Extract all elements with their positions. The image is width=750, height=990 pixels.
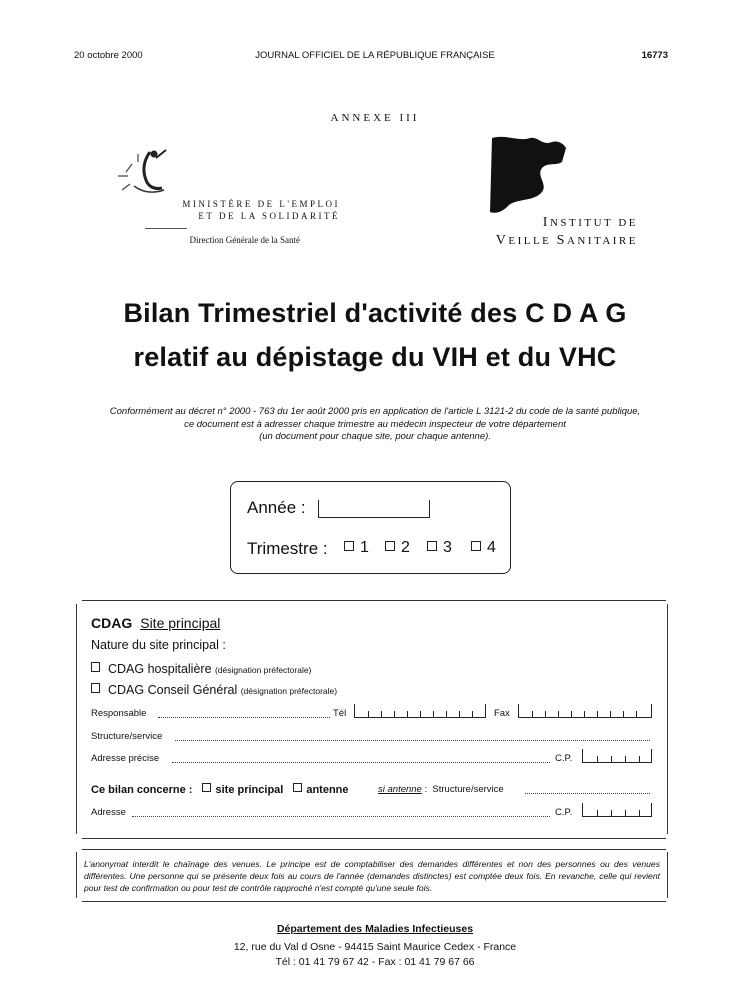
ministry-direction: Direction Générale de la Santé: [189, 235, 300, 245]
tel-field[interactable]: [354, 704, 486, 718]
conseil-general-label: CDAG Conseil Général: [108, 683, 238, 697]
quarter-3-label: 3: [443, 539, 452, 556]
ministry-line2: ET DE LA SOLIDARITÉ: [198, 211, 340, 221]
header-journal-title: JOURNAL OFFICIEL DE LA RÉPUBLIQUE FRANÇAISE: [255, 50, 495, 61]
site-principal-label: Site principal: [140, 615, 221, 631]
adresse-label: Adresse: [91, 807, 126, 818]
quarter-1-option[interactable]: [344, 539, 369, 557]
ministry-logo-icon: [112, 142, 192, 202]
institute-line2-rest: ANITAIRE: [566, 235, 638, 247]
intro-line3: (un document pour chaque site, pour chaque antenne).: [259, 431, 491, 442]
footer-contact: Tél : 01 41 79 67 42 - Fax : 01 41 79 67 66: [275, 956, 475, 968]
header-date: 20 octobre 2000: [74, 50, 143, 61]
option-hospitaliere[interactable]: [91, 662, 311, 676]
cdag-heading: [91, 615, 220, 631]
structure-field[interactable]: [175, 740, 650, 741]
fax-field[interactable]: [518, 704, 652, 718]
cp2-label: C.P.: [555, 807, 573, 818]
trimestre-label: Trimestre :: [247, 539, 328, 558]
cp-field[interactable]: [582, 749, 652, 763]
institute-line2-mid: EILLE: [508, 235, 557, 247]
si-antenne-label: si antenne: [378, 784, 422, 795]
antenne-option: antenne: [306, 784, 349, 796]
antenne-checkbox[interactable]: [293, 783, 302, 792]
cdag-label: CDAG: [91, 615, 133, 631]
cdag-section-left-rule: [76, 604, 77, 834]
responsable-field[interactable]: [158, 717, 330, 718]
anonymat-note: L'anonymat interdit le chaînage des venues. Le principe est de comptabiliser des demandes différentes et non des personnes ou des venues différentes. Une personne qui se présente deux fois au cours de l'année (demandes distinctes) est comptée deux fois. En revanche, celle qui revient pour test de confirmation ou pour test de contrôle rapproché n'est compté qu'une seule fois.: [84, 859, 660, 893]
bilan-concerne-label: Ce bilan concerne :: [91, 784, 193, 796]
quarter-1-label: 1: [360, 539, 369, 556]
footer-address: 12, rue du Val d Osne - 94415 Saint Maurice Cedex - France: [233, 941, 517, 953]
annexe-label: ANNEXE III: [330, 112, 420, 124]
quarter-4-label: 4: [487, 539, 496, 556]
si-antenne-row: [378, 784, 504, 795]
period-box: [230, 481, 511, 574]
annee-label: Année :: [247, 498, 306, 517]
cdag-section-top-rule: [82, 600, 666, 601]
page-title-line2: relatif au dépistage du VIH et du VHC: [133, 342, 617, 372]
hospitaliere-note: (désignation préfectorale): [215, 665, 312, 675]
structure2-label: Structure/service: [432, 784, 504, 795]
responsable-label: Responsable: [91, 708, 147, 719]
adresse-precise-field[interactable]: [172, 762, 550, 763]
conseil-general-checkbox[interactable]: [91, 683, 100, 693]
institute-initial-i: I: [542, 215, 550, 230]
site-principal-checkbox[interactable]: [202, 783, 211, 792]
ministry-name: [150, 198, 340, 222]
header-page-number: 16773: [641, 50, 668, 61]
intro-text: [40, 406, 710, 444]
institute-line2: [480, 232, 638, 250]
tel-label: Tél: [333, 708, 347, 719]
quarter-4-option[interactable]: [471, 539, 496, 557]
quarter-2-checkbox[interactable]: [385, 541, 395, 551]
nature-label: Nature du site principal :: [91, 638, 226, 652]
institute-initial-s: S: [556, 233, 567, 248]
adresse-field[interactable]: [132, 816, 550, 817]
note-right-rule: [667, 852, 668, 898]
conseil-general-note: (désignation préfectorale): [240, 686, 338, 696]
note-bottom-rule: [82, 901, 666, 902]
institute-logo-icon: [486, 132, 570, 222]
institute-initial-v: V: [495, 233, 509, 248]
institute-line1: [480, 214, 638, 232]
si-antenne-colon: :: [421, 784, 428, 795]
cp2-field[interactable]: [582, 803, 652, 817]
institute-name: [480, 214, 638, 250]
footer-department: Département des Maladies Infectieuses: [276, 923, 474, 935]
bilan-concerne-row: [91, 783, 349, 796]
note-left-rule: [76, 852, 77, 898]
quarter-2-label: 2: [401, 539, 410, 556]
cp-label: C.P.: [555, 753, 573, 764]
cdag-section-bottom-rule: [82, 838, 666, 839]
fax-label: Fax: [494, 708, 510, 719]
quarter-4-checkbox[interactable]: [471, 541, 481, 551]
annee-field[interactable]: [318, 500, 430, 518]
note-top-rule: [82, 849, 666, 850]
hospitaliere-label: CDAG hospitalière: [108, 662, 212, 676]
intro-line2: ce document est à adresser chaque trimestre au médecin inspecteur de votre département: [184, 418, 566, 430]
quarter-1-checkbox[interactable]: [344, 541, 354, 551]
ministry-line1: MINISTÈRE DE L'EMPLOI: [182, 199, 340, 209]
option-conseil-general[interactable]: [91, 683, 337, 697]
structure-label: Structure/service: [91, 731, 163, 742]
structure2-field[interactable]: [525, 793, 650, 794]
adresse-precise-label: Adresse précise: [91, 753, 160, 764]
page-title-line1: Bilan Trimestriel d'activité des C D A G: [123, 298, 627, 328]
site-principal-option: site principal: [215, 784, 284, 796]
hospitaliere-checkbox[interactable]: [91, 662, 100, 672]
ministry-divider: [145, 228, 187, 229]
institute-line1-rest: NSTITUT DE: [549, 217, 638, 229]
quarter-3-option[interactable]: [427, 539, 452, 557]
intro-line1: Conformément au décret n° 2000 - 763 du 1er août 2000 pris en application de l'article L 3121-2 du code de la santé publique,: [109, 406, 641, 417]
quarter-2-option[interactable]: [385, 539, 410, 557]
quarter-3-checkbox[interactable]: [427, 541, 437, 551]
cdag-section-right-rule: [667, 604, 668, 834]
